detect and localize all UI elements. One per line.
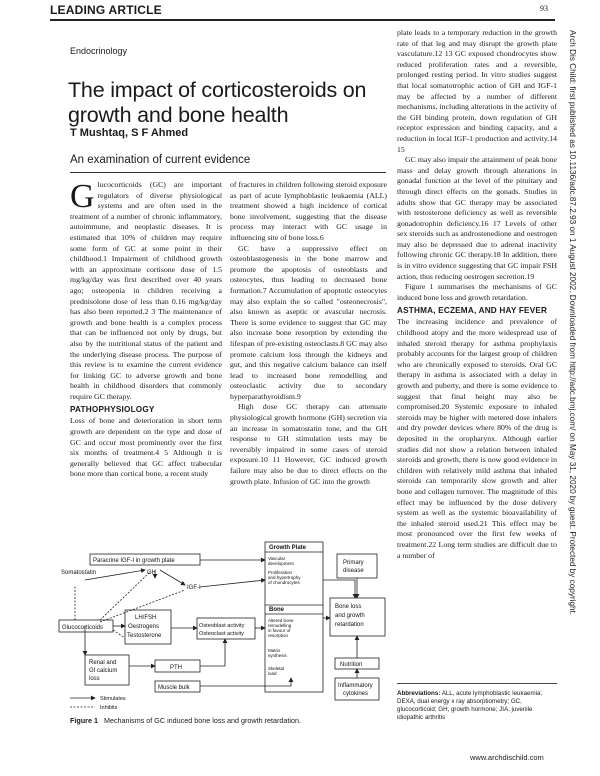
legend-stimulates: Stimulates [100,696,126,702]
subtitle-rule [70,172,386,173]
col2-paragraph-1: of fractures in children following steroid exposure as part of acute lymphoblastic leukaemia (ALL) treatment showed a high incidence of cortical bone involvement, suggesting that the disease process may interact with GC usage in influencing site of bone loss.6 [230,180,387,242]
col2-paragraph-3: High dose GC therapy can attenuate physiological growth hormone (GH) secretion via an increase in somatostatin tone, and the GH response to GH stimulation tests may be reversibly impaired in some cases of steroid exposure.10 11 However, GC induced growth failure may also be due to direct effects on the growth plate. Infusion of GC into the growth [230,402,387,486]
label-bone-loss: Bone loss [335,604,362,610]
figure-caption-label: Figure 1 [70,716,98,725]
label-skeletal: Skeletal [268,666,285,671]
legend-inhibits: Inhibits [100,705,118,711]
label-vascular: Vascular [268,556,286,561]
label-cytokines: cytokines [343,691,369,697]
label-altered: Altered bone [268,618,294,623]
article-authors: T Mushtaq, S F Ahmed [70,127,189,139]
footer-url[interactable]: www.archdischild.com [470,753,544,762]
col3-paragraph-1: plate leads to a temporary reduction in the growth rate of that leg and may disrupt the growth plate vasculature.12 13 GC exposed chondrocytes show reduced proliferation rates and a reversible, prolonged resting period. In vitro studies suggest that local somatotrophic action of GH and IGF-1 may be affected by a number of different mechanisms, including alterations in the activity of the GH binding protein, down regulation of GH receptor expression and binding capacity, and a reduction in local IGF-1 production and activity.14 15 [397,28,557,154]
label-osteoclast: Osteoclast activity [199,631,245,637]
abbreviations-label: Abbreviations: [397,690,441,697]
label-muscle-bulk: Muscle bulk [158,685,190,691]
label-inflammatory: Inflammatory [338,683,373,689]
label-oestrogens: Oestrogens [128,624,160,630]
drop-cap: G [70,180,95,215]
figure-caption [70,716,301,725]
label-altered-2: remodelling [268,623,292,628]
label-nutrition: Nutrition [340,662,363,668]
pathophysiology-paragraph: Loss of bone and deterioration in short term growth are dependent on the type and dose of GC and occur most prominently over the first six months of treatment.4 5 Although it is generally believed that GC affect trabecular bone more than cortical bone, a recent study [70,416,222,479]
intro-text: lucocorticoids (GC) are important regulators of diverse physiological systems and are often used in the treatment of a number of chronic inflammatory, autoimmune, and neoplastic diseases. It is estimated that 10% of children may require some form of GC at some point in their childhood.1 Impairment of childhood growth with an approximate cortisone dose of 1.5 mg/kg/day was first described over 40 years ago; osteopenia in children receiving a prednisolone dose of less than 0.16 mg/kg/day has also been reported.2 3 The maintenance of growth and bone health is a complex process that can be influenced not only by drugs, but also by the nutritional status of the patient and the underlying disease process. The purpose of this review is to examine the current evidence for linking GC to adverse growth and bone health in childhood disorders that commonly require GC therapy. [70,180,222,401]
figure-caption-text: Mechanisms of GC induced bone loss and growth retardation. [103,716,301,725]
label-proliferation-2: and hypertrophy [268,575,301,580]
label-glucocorticoids: Glucocorticoids [62,625,104,631]
abbreviations-box [397,690,557,722]
col2-paragraph-2: GC have a suppressive effect on osteoblastogenesis in the bone marrow and promote the apoptosis of osteoblasts and osteocytes, thus leading to decreased bone formation.7 Accumulation of apoptotic osteocytes may also explain the so called "osteonecrosis", also known as aseptic or avascular necrosis. There is some evidence to suggest that GC may also increase bone resorption by extending the lifespan of pre-existing osteoclasts.8 GC may also promote calcium loss through the kidneys and gut, and this negative calcium balance can itself lead to increased bone remodelling and osteoclastic activity due to secondary hyperparathyroidism.9 [230,243,387,401]
column-2 [230,180,387,532]
label-vascular-2: development [268,561,294,566]
col3-paragraph-2: GC may also impair the attainment of peak bone mass and delay growth through alterations in gonadal function at the level of the pituitary and through direct effects on the gonads. Studies in adults show that GC therapy may be associated with testosterone deficiency as well as reversible gonadotrophin deficiency.16 17 Levels of other sex steroids such as androstenedione and oestrogen may also be depressed due to adrenal inactivity following chronic GC therapy.18 In addition, there is in vitro evidence suggesting that GC impair FSH action, thus reducing oestrogen secretion.19 [397,155,557,281]
label-testosterone: Testosterone [127,633,162,639]
abbreviations-rule [397,683,557,684]
label-growth-plate: Growth Plate [269,545,307,551]
figure-1-diagram [55,540,395,712]
label-matrix: Matrix [268,648,281,653]
label-bone: Bone [269,607,284,613]
label-osteoblast: Osteoblast activity [199,623,245,629]
label-proliferation-3: of chondrocytes [268,580,300,585]
article-subtitle: An examination of current evidence [70,154,251,166]
heading-pathophysiology: PATHOPHYSIOLOGY [70,405,155,415]
label-synthesis: synthesis [268,653,287,658]
page-number: 93 [540,4,548,13]
label-and-growth: and growth [335,613,365,619]
abbreviations-text: ALL, acute lymphoblastic leukaemia; DEXA, dual energy x ray absorptiometry; GC, glucocorticoid; GH, growth hormone; JIA, juvenile idiopathic arthritis [397,690,543,721]
col3-paragraph-3: Figure 1 summarises the mechanisms of GC induced bone loss and growth retardation. [397,282,557,302]
label-retardation: retardation [335,622,364,628]
label-lhfsh: LH/FSH [135,615,157,621]
article-title: The impact of corticosteroids on growth and bone health [68,78,367,127]
label-altered-4: resorption [268,633,289,638]
label-paracrine: Paracrine IGF-I in growth plate [93,558,175,564]
label-primary: Primary [343,560,364,566]
label-disease: disease [343,568,364,574]
column-1 [70,180,222,532]
label-pth: PTH [170,665,182,671]
label-somatostatin: Somatostatin [61,570,97,576]
intro-paragraph [70,180,222,402]
running-header: LEADING ARTICLE [50,3,162,17]
heading-asthma: ASTHMA, ECZEMA, AND HAY FEVER [397,306,548,316]
label-loss: loss [89,676,100,682]
label-proliferation: Proliferation [268,570,293,575]
label-renal: Renal and [89,660,117,666]
header-rule [50,19,555,21]
label-load: load [268,671,277,676]
label-gh: GH [147,570,156,576]
column-3 [397,28,557,678]
section-label: Endocrinology [70,46,128,56]
col3-paragraph-4: The increasing incidence and prevalence of childhood atopy and the more widespread use of inhaled steroid therapy for asthma prophylaxis probably accounts for the largest group of children who are chronically exposed to steroids. Oral GC therapy in asthma is associated with a delay in growth and puberty, and there is some evidence to suggest that final height may also be compromised.20 Systemic exposure to inhaled steroids may be higher with metered dose inhalers and dry powder devices where 80% of the drug is deposited in the oropharynx. Although earlier studies did not show a relation between inhaled steroids and growth, there is now good evidence in children with relatively mild asthma that inhaled steroids can temporarily slow growth and alter bone and collagen turnover. The magnitude of this effect may be influenced by the dose delivery system as well as the systemic bioavailability of the inhaled steroid used.21 This effect may be most pronounced over the first few weeks of treatment.22 Long term studies are difficult due to a number of [397,317,557,560]
primary-disease-box [337,554,377,578]
label-altered-3: in favour of [268,628,291,633]
label-gi-calcium: GI calcium [89,668,118,674]
side-copyright-text: Arch Dis Child: first published as 10.1136/adc.87.2.93 on 1 August 2002. Downloaded from http://adc.bmj.com/ on May 31, 2020 by guest. Protected by copyright. [568,30,577,616]
label-igf: IGF-I [187,585,201,591]
